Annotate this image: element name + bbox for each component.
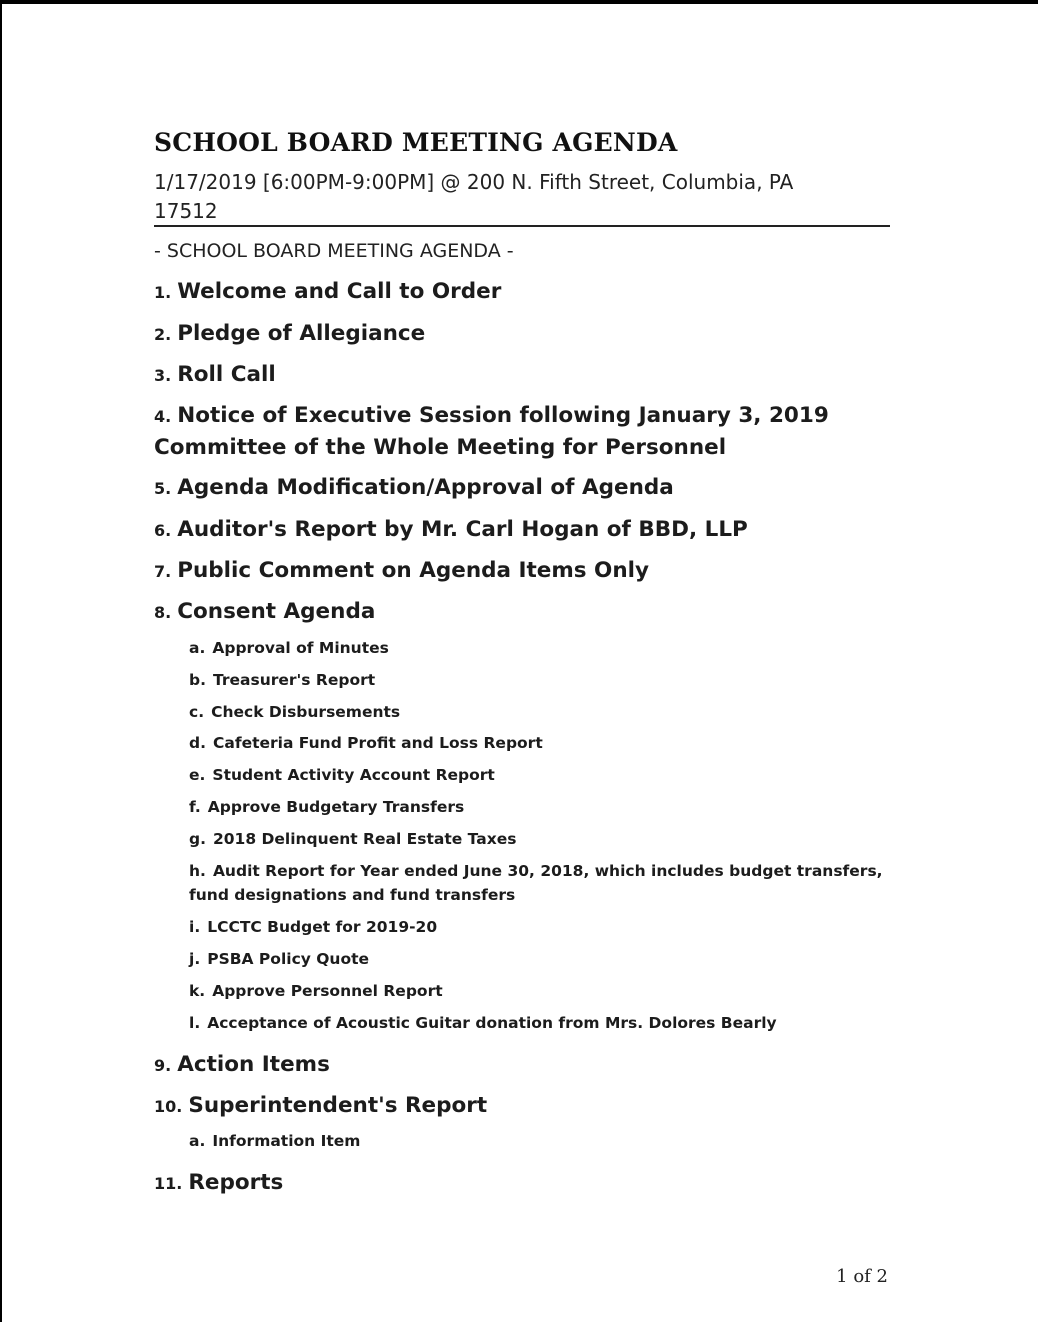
- sub-item-text: Student Activity Account Report: [212, 766, 495, 784]
- sub-item: [189, 1011, 889, 1035]
- sub-item-letter: l.: [189, 1014, 201, 1032]
- sub-item-text: 2018 Delinquent Real Estate Taxes: [212, 830, 517, 848]
- sub-item-text: Approve Budgetary Transfers: [207, 798, 465, 816]
- sub-item: [189, 700, 889, 724]
- item-number: 4.: [154, 407, 172, 426]
- item-number: 3.: [154, 366, 172, 385]
- item-number: 2.: [154, 325, 172, 344]
- sub-item-letter: c.: [189, 703, 205, 721]
- header-divider: [154, 225, 890, 227]
- item-text: Reports: [188, 1170, 284, 1195]
- sub-item-letter: g.: [189, 830, 206, 848]
- sub-item-letter: b.: [189, 671, 206, 689]
- sub-item: [189, 636, 889, 660]
- sub-item-text: Audit Report for Year ended June 30, 2018, which includes budget transfers, fund designations and fund transfers: [189, 862, 883, 904]
- item-text: Auditor's Report by Mr. Carl Hogan of BBD, LLP: [177, 517, 748, 542]
- sub-item: [189, 915, 889, 939]
- item-number: 10.: [154, 1097, 183, 1116]
- sub-item-text: Acceptance of Acoustic Guitar donation from Mrs. Dolores Bearly: [207, 1014, 777, 1032]
- item-text: Action Items: [177, 1052, 330, 1077]
- sub-item-letter: e.: [189, 766, 206, 784]
- agenda-item: [154, 400, 894, 463]
- meeting-date-location: 1/17/2019 [6:00PM-9:00PM] @ 200 N. Fifth Street, Columbia, PA 17512: [154, 170, 794, 223]
- document-page: [2, 4, 1038, 1322]
- item-number: 8.: [154, 603, 172, 622]
- sub-item-letter: h.: [189, 862, 206, 880]
- item-text: Superintendent's Report: [188, 1093, 488, 1118]
- sub-item-letter: k.: [189, 982, 206, 1000]
- item-text: Consent Agenda: [177, 599, 376, 624]
- sub-item: [189, 763, 889, 787]
- sub-item: [189, 859, 889, 907]
- item-number: 11.: [154, 1174, 183, 1193]
- sub-item-text: Information Item: [212, 1132, 361, 1150]
- sub-item: [189, 979, 889, 1003]
- sub-item-letter: f.: [189, 798, 201, 816]
- sub-item-letter: i.: [189, 918, 201, 936]
- sub-item: [189, 795, 889, 819]
- sub-item-letter: d.: [189, 734, 206, 752]
- item-number: 7.: [154, 562, 172, 581]
- agenda-item: [154, 472, 894, 504]
- item-number: 5.: [154, 479, 172, 498]
- page-number: 1 of 2: [836, 1266, 888, 1287]
- sub-item-text: PSBA Policy Quote: [207, 950, 370, 968]
- agenda-title: SCHOOL BOARD MEETING AGENDA: [154, 128, 678, 157]
- sub-item: [189, 947, 889, 971]
- sub-item: [189, 827, 889, 851]
- agenda-item: [154, 555, 894, 587]
- section-label: - SCHOOL BOARD MEETING AGENDA -: [154, 240, 514, 262]
- sub-item-letter: a.: [189, 639, 206, 657]
- sub-item-text: Cafeteria Fund Profit and Loss Report: [212, 734, 543, 752]
- agenda-item: [154, 1090, 894, 1122]
- item-text: Agenda Modification/Approval of Agenda: [177, 475, 674, 500]
- sub-item-text: Approve Personnel Report: [212, 982, 443, 1000]
- agenda-item: [154, 318, 894, 350]
- sub-item-letter: j.: [189, 950, 201, 968]
- agenda-item: [154, 1167, 894, 1199]
- agenda-item: [154, 514, 894, 546]
- item-number: 6.: [154, 521, 172, 540]
- agenda-item: [154, 596, 894, 628]
- item-number: 9.: [154, 1056, 172, 1075]
- item-text: Welcome and Call to Order: [177, 279, 502, 304]
- sub-item-text: Treasurer's Report: [212, 671, 376, 689]
- sub-item-text: Check Disbursements: [211, 703, 401, 721]
- sub-item-text: LCCTC Budget for 2019-20: [207, 918, 438, 936]
- agenda-item: [154, 1049, 894, 1081]
- item-number: 1.: [154, 283, 172, 302]
- sub-item: [189, 1129, 889, 1153]
- sub-item-text: Approval of Minutes: [212, 639, 389, 657]
- sub-item: [189, 668, 889, 692]
- agenda-item: [154, 276, 894, 308]
- item-text: Pledge of Allegiance: [177, 321, 426, 346]
- item-text: Public Comment on Agenda Items Only: [177, 558, 650, 583]
- sub-item-letter: a.: [189, 1132, 206, 1150]
- sub-item: [189, 731, 889, 755]
- agenda-item: [154, 359, 894, 391]
- item-text: Roll Call: [177, 362, 276, 387]
- item-text: Notice of Executive Session following January 3, 2019 Committee of the Whole Meeting for Personnel: [154, 403, 829, 460]
